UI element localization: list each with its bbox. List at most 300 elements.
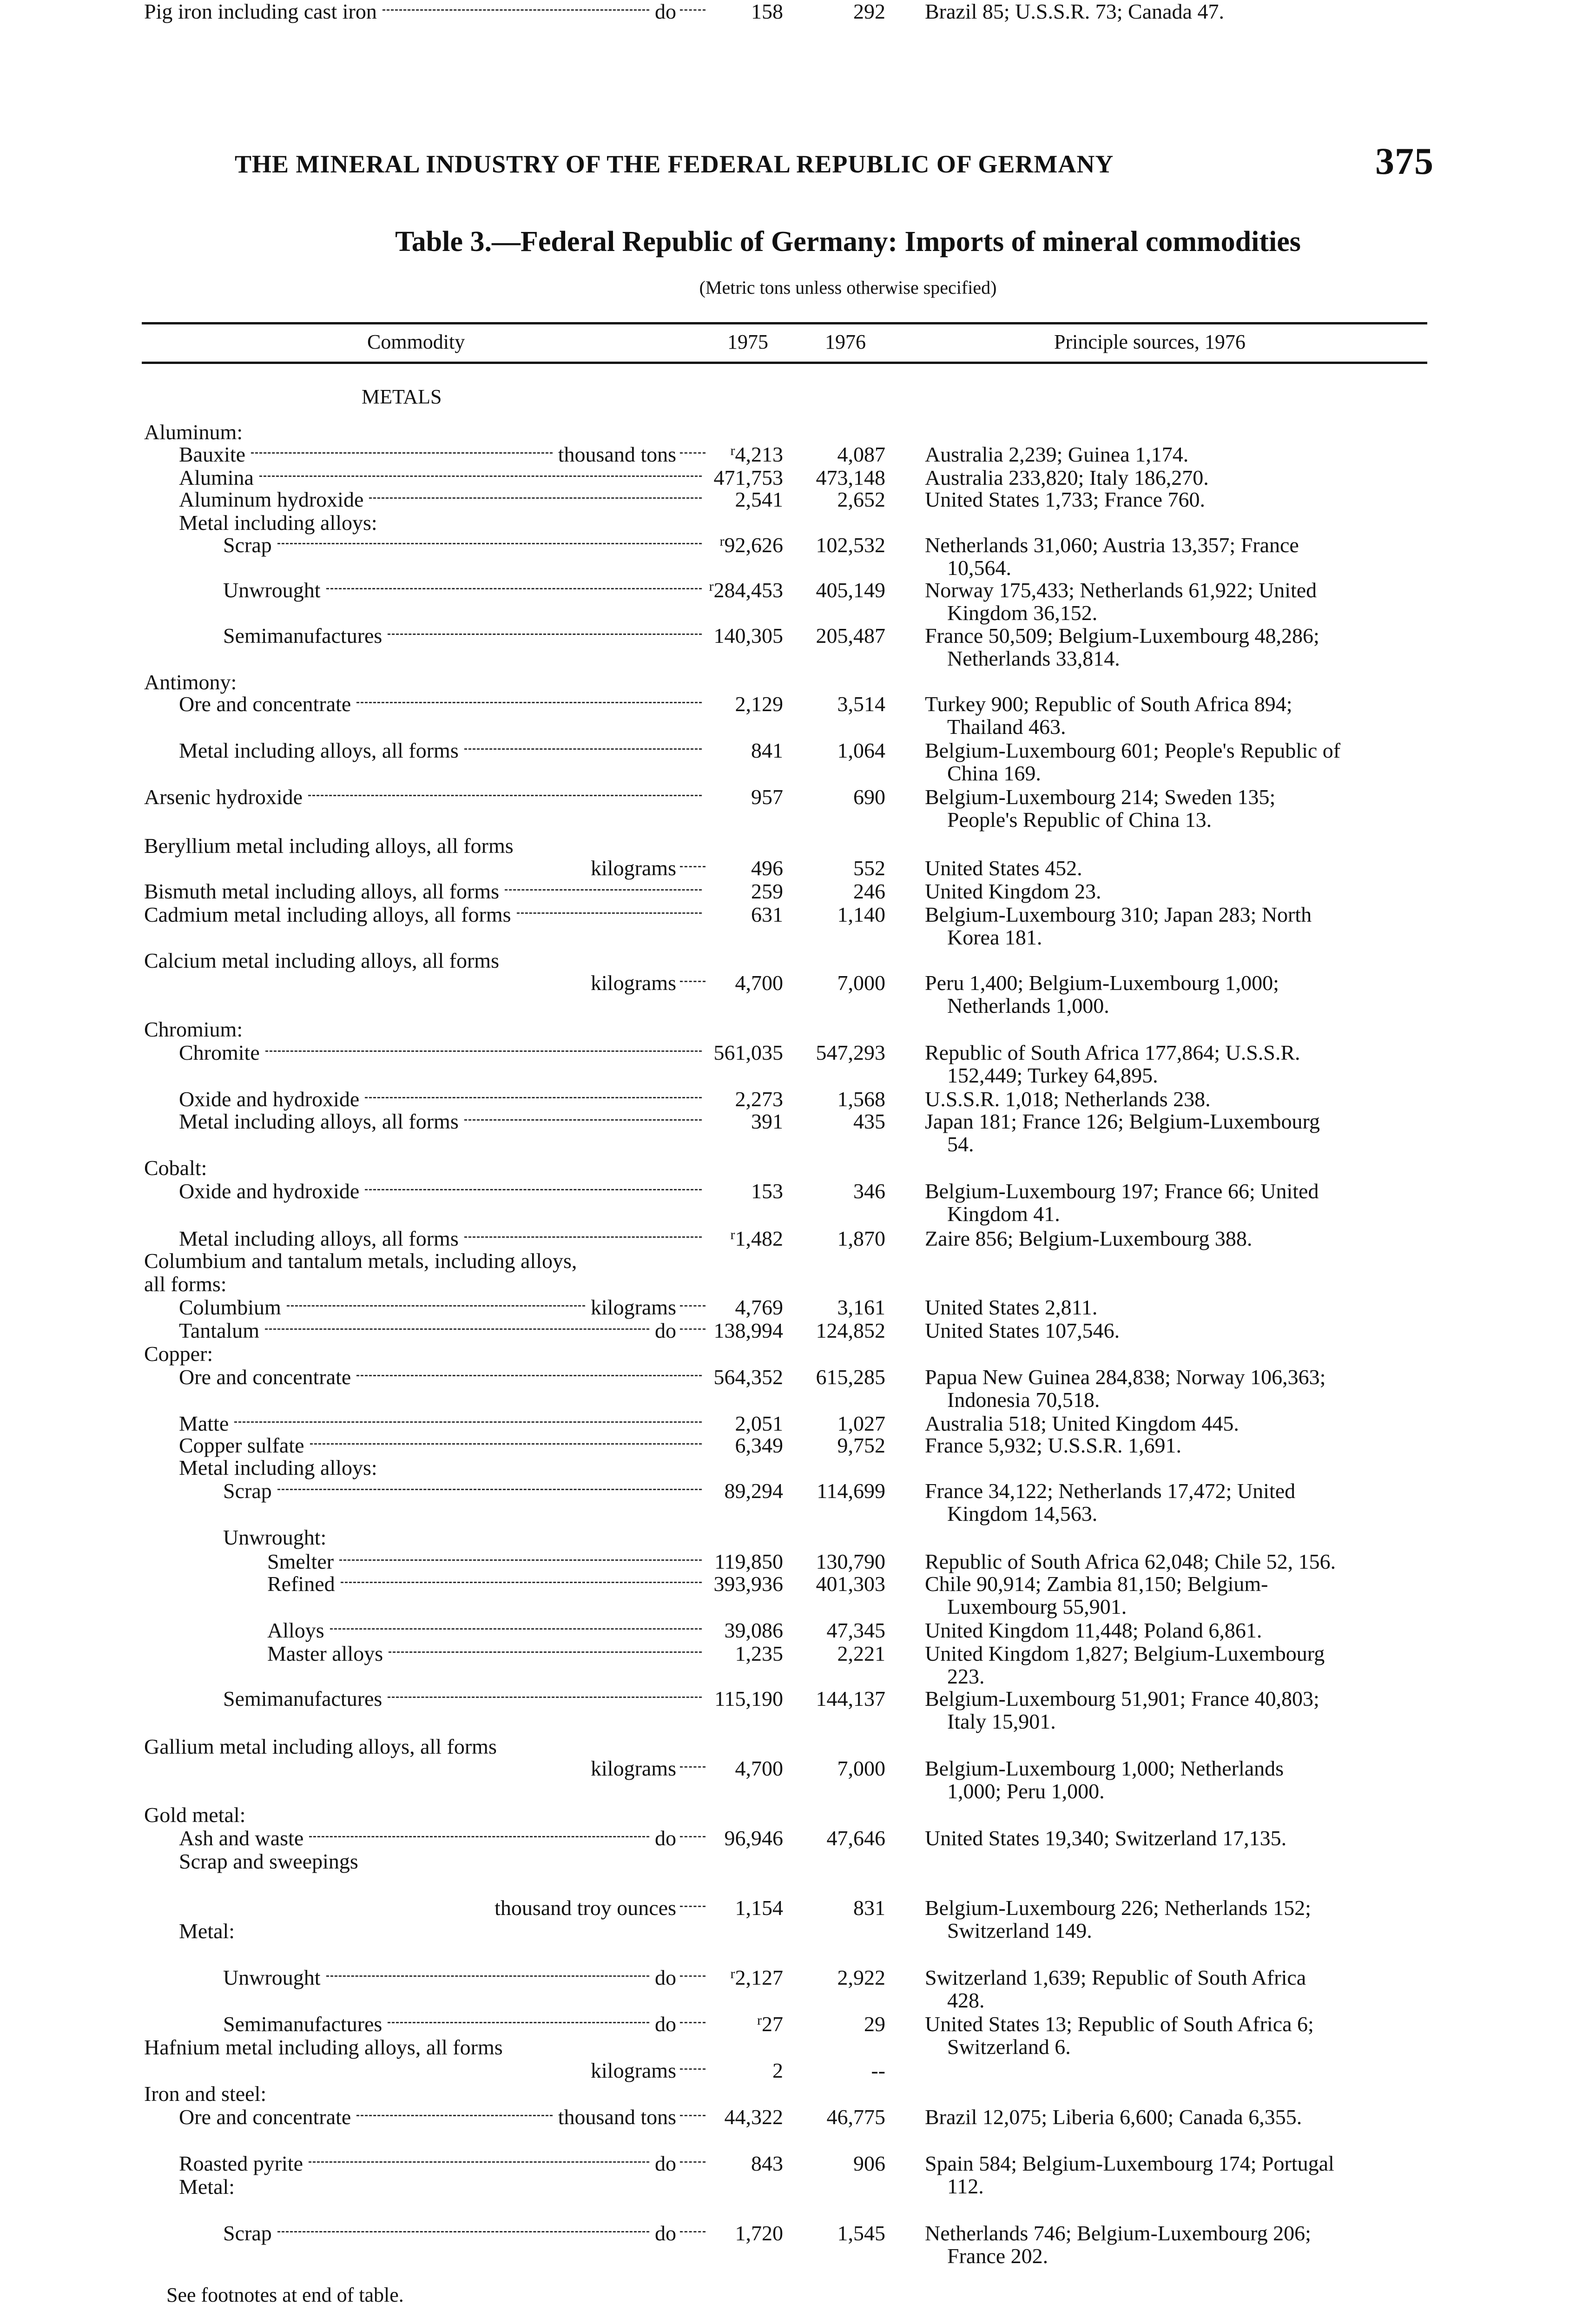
- sources-line: Australia 2,239; Guinea 1,174.: [925, 442, 1189, 466]
- principal-sources: [925, 1180, 1429, 1225]
- principal-sources: [925, 1041, 1429, 1087]
- value-1976: 47,345: [826, 1618, 885, 1642]
- revised-marker: r: [757, 2013, 762, 2028]
- dot-leader: [365, 1097, 702, 1098]
- value-1976: 7,000: [837, 971, 885, 995]
- sources-continuation: Korea 181.: [947, 925, 1042, 949]
- sources-continuation: 112.: [947, 2174, 984, 2198]
- dot-leader: [234, 1421, 702, 1423]
- value-1975: $^r$4,213: [730, 442, 783, 466]
- value-1976: 547,293: [816, 1041, 885, 1064]
- sources-line: Belgium-Luxembourg 226; Netherlands 152;: [925, 1896, 1311, 1920]
- commodity-label: Metal including alloys, all forms: [179, 739, 459, 762]
- dot-leader: [680, 1836, 705, 1837]
- sources-line: France 34,122; Netherlands 17,472; United: [925, 1479, 1296, 1503]
- commodity-label: Cobalt:: [144, 1156, 207, 1180]
- value-1976: 552: [853, 856, 885, 880]
- value-1976: 114,699: [817, 1479, 885, 1503]
- dot-leader: [277, 1489, 702, 1490]
- commodity-label: Gold metal:: [144, 1803, 246, 1827]
- commodity-label: Cadmium metal including alloys, all forms: [144, 903, 511, 926]
- commodity-label: Metal including alloys:: [179, 1456, 377, 1479]
- value-1975: 6,349: [735, 1433, 783, 1457]
- dot-leader: [326, 588, 702, 589]
- principal-sources: [925, 466, 1429, 489]
- commodity-label: Bauxite: [179, 442, 246, 466]
- sources-line: Australia 518; United Kingdom 445.: [925, 1412, 1239, 1435]
- principal-sources: [925, 1642, 1429, 1688]
- principal-sources: [925, 1479, 1429, 1525]
- dot-leader: [277, 543, 702, 544]
- dot-leader: [680, 452, 705, 454]
- value-1975: 4,769: [735, 1295, 783, 1319]
- principal-sources: [925, 1227, 1429, 1250]
- value-1975: 44,322: [724, 2105, 783, 2129]
- principal-sources: [925, 2106, 1429, 2128]
- principal-sources: [925, 1687, 1429, 1733]
- dot-leader: [341, 1582, 702, 1583]
- sources-line: United States 1,733; France 760.: [925, 488, 1206, 511]
- commodity-label: Ash and waste: [179, 1826, 304, 1850]
- value-1976: 1,545: [837, 2221, 885, 2245]
- dot-leader: [680, 2231, 705, 2232]
- value-1976: 435: [853, 1109, 885, 1133]
- value-1976: 292: [853, 0, 885, 23]
- sources-continuation: People's Republic of China 13.: [947, 808, 1212, 832]
- value-1975: 39,086: [724, 1618, 783, 1642]
- value-1975: 391: [751, 1109, 783, 1133]
- commodity-label: Refined: [267, 1572, 335, 1596]
- dot-leader: [356, 2115, 552, 2116]
- top-rule: [142, 322, 1427, 324]
- commodity-label: Alumina: [179, 466, 254, 489]
- table-title: Table 3.—Federal Republic of Germany: Imports of mineral commodities: [395, 226, 1301, 257]
- unit-label: do: [655, 1319, 676, 1342]
- revised-marker: r: [730, 1227, 735, 1242]
- dot-leader: [464, 1119, 702, 1121]
- dot-leader: [309, 1836, 649, 1837]
- column-header-commodity: Commodity: [367, 330, 465, 353]
- value-1975: 2,273: [735, 1087, 783, 1111]
- table-subtitle: (Metric tons unless otherwise specified): [699, 277, 997, 298]
- sources-line: U.S.S.R. 1,018; Netherlands 238.: [925, 1087, 1211, 1111]
- principal-sources: [925, 534, 1429, 579]
- section-label-metals: METALS: [362, 385, 442, 408]
- sources-continuation: Kingdom 36,152.: [947, 601, 1098, 625]
- principal-sources: [925, 1110, 1429, 1155]
- commodity-label: Roasted pyrite: [179, 2152, 303, 2175]
- dot-leader: [356, 702, 702, 703]
- value-1975: 1,720: [735, 2221, 783, 2245]
- sources-line: Brazil 85; U.S.S.R. 73; Canada 47.: [925, 0, 1224, 23]
- value-1976: 144,137: [816, 1687, 885, 1710]
- sources-line: Zaire 856; Belgium-Luxembourg 388.: [925, 1227, 1253, 1250]
- revised-marker: r: [709, 579, 714, 594]
- value-1975: 2,129: [735, 692, 783, 716]
- principal-sources: [925, 786, 1429, 831]
- principal-sources: [925, 739, 1429, 785]
- principal-sources: [925, 624, 1429, 670]
- commodity-label: Scrap: [223, 1479, 272, 1503]
- sources-continuation: 428.: [947, 1988, 985, 2012]
- dot-leader: [680, 9, 705, 11]
- sources-line: United States 13; Republic of South Africa 6;: [925, 2012, 1314, 2036]
- commodity-label: all forms:: [144, 1272, 227, 1296]
- value-1976: 615,285: [816, 1365, 885, 1389]
- commodity-label: Iron and steel:: [144, 2082, 267, 2106]
- value-1976: 29: [864, 2012, 885, 2036]
- commodity-label: Oxide and hydroxide: [179, 1087, 360, 1111]
- dot-leader: [330, 1628, 702, 1630]
- commodity-label: Columbium: [179, 1295, 281, 1319]
- dot-leader: [517, 912, 702, 914]
- sources-continuation: China 169.: [947, 761, 1041, 785]
- sources-continuation: Thailand 463.: [947, 715, 1066, 739]
- sources-line: Peru 1,400; Belgium-Luxembourg 1,000;: [925, 971, 1279, 995]
- value-1975: 841: [751, 739, 783, 762]
- sources-line: Belgium-Luxembourg 214; Sweden 135;: [925, 785, 1276, 809]
- commodity-label: Pig iron including cast iron: [144, 0, 377, 23]
- revised-marker: r: [719, 534, 725, 549]
- value-1975: 4,700: [735, 1756, 783, 1780]
- value-1976: 4,087: [837, 442, 885, 466]
- commodity-label: Ore and concentrate: [179, 1365, 351, 1389]
- commodity-label: Oxide and hydroxide: [179, 1179, 360, 1203]
- value-1975: 957: [751, 785, 783, 809]
- value-1975: 4,700: [735, 971, 783, 995]
- value-1975: $^r$1,482: [730, 1227, 783, 1250]
- commodity-label: Gallium metal including alloys, all forms: [144, 1735, 497, 1758]
- value-1976: 102,532: [816, 533, 885, 557]
- value-1975: 119,850: [714, 1550, 783, 1573]
- unit-label: do: [655, 2221, 676, 2245]
- sources-line: Belgium-Luxembourg 310; Japan 283; North: [925, 903, 1312, 926]
- commodity-label: Semimanufactures: [223, 624, 382, 647]
- value-1975: 259: [751, 879, 783, 903]
- principal-sources: [925, 1296, 1429, 1319]
- commodity-label: Antimony:: [144, 670, 237, 694]
- commodity-label: Unwrought:: [223, 1525, 327, 1549]
- principal-sources: [925, 693, 1429, 738]
- value-1975: 89,294: [724, 1479, 783, 1503]
- commodity-label: Chromite: [179, 1041, 260, 1064]
- dot-leader: [365, 1189, 702, 1190]
- dot-leader: [326, 1975, 649, 1977]
- principal-sources: [925, 1619, 1429, 1642]
- dot-leader: [339, 1559, 702, 1561]
- sources-continuation: Kingdom 14,563.: [947, 1502, 1098, 1525]
- principal-sources: [925, 1319, 1429, 1342]
- value-1975: 1,154: [735, 1896, 783, 1920]
- sources-line: Japan 181; France 126; Belgium-Luxembourg: [925, 1109, 1320, 1133]
- dot-leader: [680, 1328, 705, 1330]
- principal-sources: [925, 1550, 1429, 1573]
- principal-sources: [925, 1434, 1429, 1457]
- commodity-label: Calcium metal including alloys, all forms: [144, 949, 499, 972]
- principal-sources: [925, 579, 1429, 624]
- sources-continuation: Kingdom 41.: [947, 1202, 1060, 1226]
- value-1975: 96,946: [724, 1826, 783, 1850]
- sources-line: United States 107,546.: [925, 1319, 1120, 1342]
- sources-continuation: 1,000; Peru 1,000.: [947, 1779, 1105, 1803]
- unit-label: kilograms: [591, 1295, 676, 1319]
- principal-sources: [925, 1572, 1429, 1618]
- value-1975: 2,541: [735, 488, 783, 511]
- sources-line: Chile 90,914; Zambia 81,150; Belgium-: [925, 1572, 1268, 1596]
- dot-leader: [277, 2231, 649, 2232]
- commodity-label: Master alloys: [267, 1642, 383, 1665]
- commodity-label: Unwrought: [223, 1966, 321, 1989]
- dot-leader: [382, 9, 649, 11]
- sources-line: United Kingdom 11,448; Poland 6,861.: [925, 1618, 1262, 1642]
- commodity-label: Aluminum:: [144, 420, 243, 444]
- sources-line: Papua New Guinea 284,838; Norway 106,363;: [925, 1365, 1326, 1389]
- unit-label: kilograms: [591, 856, 676, 880]
- commodity-label: Semimanufactures: [223, 1687, 382, 1710]
- dot-leader: [265, 1328, 649, 1330]
- sources-continuation: France 202.: [947, 2244, 1048, 2268]
- commodity-label: Tantalum: [179, 1319, 260, 1342]
- dot-leader: [389, 1651, 702, 1653]
- principal-sources: [925, 1412, 1429, 1435]
- value-1976: 7,000: [837, 1756, 885, 1780]
- commodity-label: Scrap: [223, 2221, 272, 2245]
- commodity-label: Beryllium metal including alloys, all forms: [144, 834, 514, 858]
- sources-line: Republic of South Africa 177,864; U.S.S.R.: [925, 1041, 1300, 1064]
- column-header-sources: Principle sources, 1976: [1054, 330, 1246, 353]
- sources-line: United Kingdom 1,827; Belgium-Luxembourg: [925, 1642, 1325, 1665]
- sources-continuation: Netherlands 1,000.: [947, 994, 1109, 1017]
- dot-leader: [251, 452, 553, 454]
- sources-line: United States 19,340; Switzerland 17,135.: [925, 1826, 1287, 1850]
- value-1976: 1,568: [837, 1087, 885, 1111]
- dot-leader: [680, 981, 705, 982]
- value-1975: 561,035: [713, 1041, 783, 1064]
- commodity-label: Alloys: [267, 1618, 324, 1642]
- dot-leader: [388, 634, 702, 635]
- value-1976: 130,790: [816, 1550, 885, 1573]
- dot-leader: [287, 1305, 585, 1307]
- value-1976: 9,752: [837, 1433, 885, 1457]
- sources-line: United Kingdom 23.: [925, 879, 1101, 903]
- value-1975: $^r$27: [757, 2012, 783, 2036]
- running-head: THE MINERAL INDUSTRY OF THE FEDERAL REPUBLIC OF GERMANY: [235, 150, 1114, 178]
- sources-line: Netherlands 31,060; Austria 13,357; France: [925, 533, 1299, 557]
- revised-marker: r: [730, 443, 735, 458]
- commodity-label: Semimanufactures: [223, 2012, 382, 2036]
- sources-line: Switzerland 1,639; Republic of South Africa: [925, 1966, 1306, 1989]
- dot-leader: [309, 2161, 649, 2163]
- principal-sources: [925, 971, 1429, 1017]
- value-1975: 496: [751, 856, 783, 880]
- commodity-label: Aluminum hydroxide: [179, 488, 364, 511]
- unit-label: thousand troy ounces: [495, 1896, 676, 1920]
- dot-leader: [680, 1305, 705, 1307]
- principal-sources: [925, 443, 1429, 466]
- sources-line: United States 2,811.: [925, 1295, 1098, 1319]
- dot-leader: [310, 1443, 702, 1445]
- commodity-label: Scrap and sweepings: [179, 1849, 358, 1873]
- value-1976: 1,064: [837, 739, 885, 762]
- value-1976: 831: [853, 1896, 885, 1920]
- footer-note: See footnotes at end of table.: [166, 2284, 404, 2306]
- commodity-label: Bismuth metal including alloys, all forms: [144, 879, 500, 903]
- value-1976: 2,221: [837, 1642, 885, 1665]
- sources-continuation: Switzerland 149.: [947, 1919, 1092, 1942]
- dot-leader: [259, 475, 702, 477]
- column-header-1975: 1975: [727, 330, 768, 353]
- unit-label: do: [655, 0, 676, 23]
- value-1975: 2: [772, 2059, 783, 2082]
- value-1976: 47,646: [826, 1826, 885, 1850]
- value-1976: --: [871, 2059, 885, 2082]
- value-1975: 843: [751, 2152, 783, 2175]
- sources-continuation: 152,449; Turkey 64,895.: [947, 1063, 1158, 1087]
- dot-leader: [680, 2115, 705, 2116]
- unit-label: do: [655, 1966, 676, 1989]
- value-1976: 3,161: [837, 1295, 885, 1319]
- dot-leader: [388, 1697, 702, 1698]
- principal-sources: [925, 1966, 1429, 2012]
- page-number: 375: [1375, 140, 1434, 182]
- commodity-label: Metal:: [179, 2175, 235, 2199]
- sources-line: Spain 584; Belgium-Luxembourg 174; Portugal: [925, 2152, 1334, 2175]
- principal-sources: [925, 2152, 1429, 2198]
- value-1976: 2,652: [837, 488, 885, 511]
- value-1976: 405,149: [816, 578, 885, 602]
- value-1976: 1,140: [837, 903, 885, 926]
- value-1976: 2,922: [837, 1966, 885, 1989]
- principal-sources: [925, 1088, 1429, 1110]
- value-1975: 564,352: [713, 1365, 783, 1389]
- commodity-label: Chromium:: [144, 1017, 243, 1041]
- principal-sources: [925, 2013, 1429, 2058]
- value-1975: 2,051: [735, 1412, 783, 1435]
- header-rule: [142, 362, 1427, 364]
- principal-sources: [925, 1366, 1429, 1411]
- commodity-label: Metal including alloys, all forms: [179, 1227, 459, 1250]
- commodity-label: Ore and concentrate: [179, 2105, 351, 2129]
- dot-leader: [505, 889, 702, 891]
- principal-sources: [925, 1757, 1429, 1802]
- sources-line: Australia 233,820; Italy 186,270.: [925, 466, 1209, 489]
- value-1976: 3,514: [837, 692, 885, 716]
- sources-continuation: Switzerland 6.: [947, 2035, 1071, 2059]
- principal-sources: [925, 857, 1429, 879]
- unit-label: do: [655, 2152, 676, 2175]
- sources-line: United States 452.: [925, 856, 1082, 880]
- sources-line: Belgium-Luxembourg 197; France 66; United: [925, 1179, 1319, 1203]
- value-1976: 1,870: [837, 1227, 885, 1250]
- value-1976: 346: [853, 1179, 885, 1203]
- commodity-label: Smelter: [267, 1550, 334, 1573]
- dot-leader: [308, 795, 702, 796]
- sources-continuation: 10,564.: [947, 556, 1011, 580]
- dot-leader: [388, 2022, 649, 2023]
- commodity-label: Copper sulfate: [179, 1433, 304, 1457]
- dot-leader: [369, 497, 702, 499]
- value-1976: 205,487: [816, 624, 885, 647]
- principal-sources: [925, 0, 1429, 23]
- value-1975: 158: [751, 0, 783, 23]
- sources-continuation: 223.: [947, 1664, 985, 1688]
- value-1976: 473,148: [816, 466, 885, 489]
- commodity-label: Scrap: [223, 533, 272, 557]
- value-1975: 1,235: [735, 1642, 783, 1665]
- principal-sources: [925, 1896, 1429, 1942]
- principal-sources: [925, 880, 1429, 903]
- value-1976: 1,027: [837, 1412, 885, 1435]
- value-1975: $^r$92,626: [719, 533, 783, 557]
- dot-leader: [265, 1050, 702, 1052]
- value-1975: 153: [751, 1179, 783, 1203]
- sources-continuation: Indonesia 70,518.: [947, 1388, 1100, 1412]
- revised-marker: r: [730, 1966, 735, 1981]
- sources-line: Belgium-Luxembourg 1,000; Netherlands: [925, 1756, 1284, 1780]
- sources-continuation: 54.: [947, 1132, 974, 1156]
- unit-label: kilograms: [591, 971, 676, 995]
- value-1976: 906: [853, 2152, 885, 2175]
- unit-label: thousand tons: [558, 2105, 676, 2129]
- value-1975: 631: [751, 903, 783, 926]
- dot-leader: [680, 2068, 705, 2070]
- sources-line: Netherlands 746; Belgium-Luxembourg 206;: [925, 2221, 1311, 2245]
- dot-leader: [680, 866, 705, 867]
- page-header: [235, 139, 1434, 181]
- value-1976: 246: [853, 879, 885, 903]
- value-1975: $^r$2,127: [730, 1966, 783, 1989]
- unit-label: thousand tons: [558, 442, 676, 466]
- commodity-label: Columbium and tantalum metals, including alloys,: [144, 1249, 577, 1273]
- value-1975: 138,994: [713, 1319, 783, 1342]
- value-1976: 46,775: [826, 2105, 885, 2129]
- value-1976: 690: [853, 785, 885, 809]
- value-1975: 115,190: [714, 1687, 783, 1710]
- sources-continuation: Italy 15,901.: [947, 1710, 1056, 1733]
- commodity-label: Copper:: [144, 1342, 213, 1366]
- dot-leader: [464, 1236, 702, 1238]
- dot-leader: [680, 1975, 705, 1977]
- value-1976: 124,852: [816, 1319, 885, 1342]
- sources-line: France 5,932; U.S.S.R. 1,691.: [925, 1433, 1181, 1457]
- sources-continuation: Luxembourg 55,901.: [947, 1595, 1127, 1618]
- value-1975: 471,753: [713, 466, 783, 489]
- sources-line: Norway 175,433; Netherlands 61,922; United: [925, 578, 1317, 602]
- commodity-label: Metal:: [179, 1919, 235, 1943]
- commodity-label: Arsenic hydroxide: [144, 785, 303, 809]
- commodity-label: Metal including alloys:: [179, 511, 377, 535]
- principal-sources: [925, 488, 1429, 511]
- principal-sources: [925, 903, 1429, 949]
- unit-label: kilograms: [591, 2059, 676, 2082]
- dot-leader: [356, 1375, 702, 1376]
- commodity-label: Unwrought: [223, 578, 321, 602]
- dot-leader: [680, 2161, 705, 2163]
- dot-leader: [680, 2022, 705, 2023]
- commodity-label: Ore and concentrate: [179, 692, 351, 716]
- value-1975: 140,305: [713, 624, 783, 647]
- commodity-label: Metal including alloys, all forms: [179, 1109, 459, 1133]
- sources-line: Brazil 12,075; Liberia 6,600; Canada 6,355.: [925, 2105, 1302, 2129]
- sources-line: Republic of South Africa 62,048; Chile 52, 156.: [925, 1550, 1336, 1573]
- sources-continuation: Netherlands 33,814.: [947, 647, 1120, 670]
- unit-label: do: [655, 2012, 676, 2036]
- column-header-1976: 1976: [825, 330, 866, 353]
- commodity-label: Hafnium metal including alloys, all forms: [144, 2035, 503, 2059]
- value-1975: 393,936: [713, 1572, 783, 1596]
- dot-leader: [680, 1766, 705, 1768]
- unit-label: do: [655, 1826, 676, 1850]
